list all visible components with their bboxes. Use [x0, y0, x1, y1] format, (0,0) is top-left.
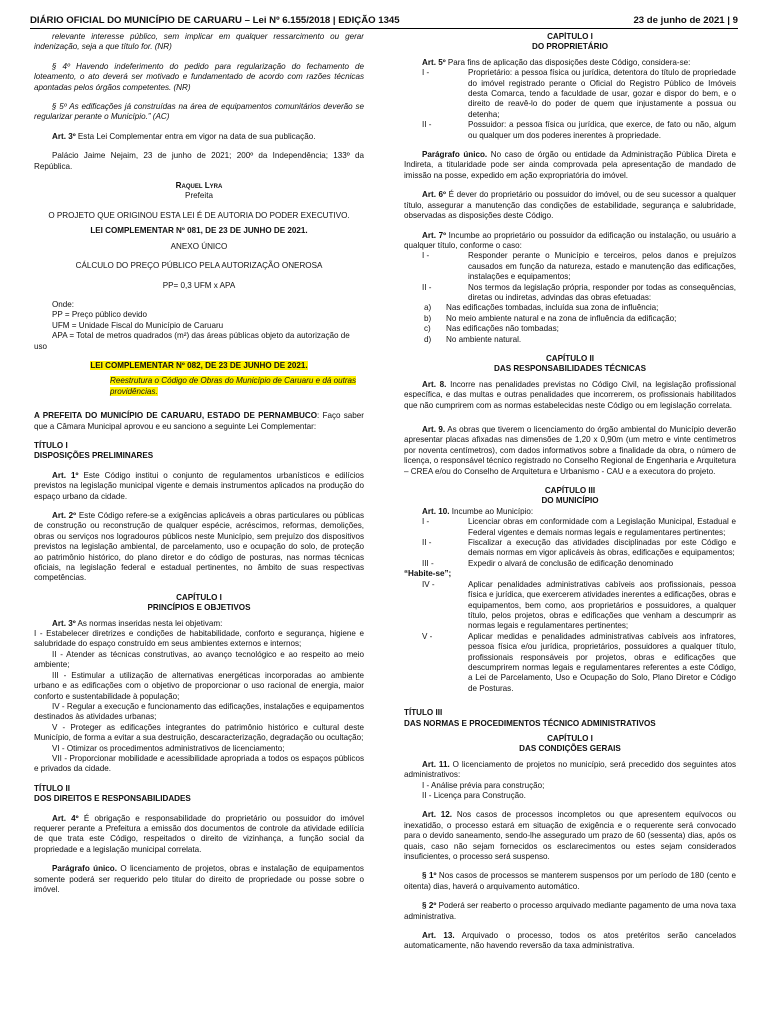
article-12: Art. 12. Nos casos de processos incompletos ou que apresentem equívocos ou inexatidão, o processo estará em situação de exigência e o requerente será convocado para o devido saneamento, sendo-lhe assegurado um prazo de 60 (sessenta) dias, após os quais, caso não sejam fornecidos os esclarecimentos ou estes sejam considerados insuficientes, o processo será suspenso.	[404, 810, 736, 862]
chapter-name: DAS CONDIÇÕES GERAIS	[519, 744, 621, 754]
chapter-heading: CAPÍTULO I	[547, 733, 593, 743]
article-11-item: II - Licença para Construção.	[422, 791, 526, 800]
chapter-heading: CAPÍTULO III	[544, 486, 596, 496]
article-10-item: I - Licenciar obras em conformidade com a Legislação Municipal, Estadual e Federal vigentes e demais normas legais e regulamentares pertinentes;	[422, 517, 736, 537]
article-5: Art. 5º Para fins de aplicação das disposições deste Código, considera-se:	[422, 57, 691, 67]
chapter-name: DAS RESPONSABILIDADES TÉCNICAS	[494, 364, 646, 374]
habite-se-term: “Habite-se”;	[404, 569, 452, 579]
right-column	[404, 32, 736, 1017]
paragraph: § 5º As edificações já construídas na área de equipamentos comunitários deverão se regularizar perante o Município.” (AC)	[34, 102, 364, 122]
article-11: Art. 11. O licenciamento de projetos no município, será precedido dos seguintes atos administrativos:	[404, 759, 736, 780]
signer-name: Raquel Lyra	[175, 181, 223, 191]
left-column	[34, 32, 364, 1017]
definition-pp: PP = Preço público devido	[52, 310, 148, 320]
article-1: Art. 1º Este Código institui o conjunto de regulamentos urbanísticos e edilícios previstos na legislação municipal vigente e demais instrumentos aplicados na produção do espaço urbano da cidade.	[34, 470, 364, 501]
objective-item: V - Proteger as edificações integrantes do patrimônio histórico e cultural deste Município, de forma a evitar a sua destruição, descaracterização, degradação ou ocultação;	[34, 722, 364, 743]
chapter-name: DO MUNICÍPIO	[541, 496, 599, 506]
article-10: Art. 10. Incumbe ao Município:	[422, 506, 534, 516]
article-5-item: II - Possuidor: a pessoa física ou jurídica, que exerce, de fato ou não, algum ou qualquer um dos poderes inerentes à propriedade.	[422, 120, 736, 140]
sub-item: d) No ambiente natural.	[424, 334, 522, 344]
paragraph: relevante interesse público, sem implicar em qualquer ressarcimento ou gerar indenização, seja a que título for. (NR)	[34, 32, 364, 52]
sub-item: b) No meio ambiente natural e na zona de influência da edificação;	[424, 313, 677, 323]
article-5-item: I - Proprietário: a pessoa física ou jurídica, detentora do título de propriedade do imóvel registrado perante o Oficial do Registro Público de Imóveis desta Comarca, tendo a faculdade de usar, gozar e dispor do bem, e o direito de reavê-lo do poder de quem que injustamente a possua ou detenha;	[422, 68, 736, 119]
where-label: Onde:	[52, 299, 75, 309]
article-2: Art. 2º Este Código refere-se a exigências aplicáveis a obras particulares ou públicas de construção ou reconstrução de qualquer espécie, acréscimos, reformas, demolições, obras ou serviços nos logradouros públicos neste Município, sem prejuízo dos dispositivos previstos na legislação ambiental, de parcelamento, uso e ocupação do solo, de proteção ao patrimônio histórico, do plano diretor e do código de posturas, nas normas técnicas oficiais, na legislação federal e estadual pertinentes, no âmbito de suas respectivas competências.	[34, 511, 364, 583]
objective-item: VI - Otimizar os procedimentos administrativos de licenciamento;	[52, 743, 285, 753]
article-10-item: V - Aplicar medidas e penalidades administrativas cabíveis aos infratores, pessoa física e/ou jurídica, proprietários, possuidores a qualquer título, profissionais responsáveis por projetos, obras e edificações que descumprirem normas legais e regulamentares referentes a este Código, a Lei de Parcelamento, Uso e Ocupação do Solo, Plano Diretor e Código de Posturas.	[422, 631, 736, 693]
article-13: Art. 13. Arquivado o processo, todos os atos pretéritos serão cancelados automaticamente, não havendo reversão da taxa administrativa.	[404, 931, 736, 951]
title-3-number: TÍTULO III	[404, 708, 443, 718]
article-7-item: II - Nos termos da legislação própria, responder por todas as consequências, diretas ou indiretas, advindas das obras efetuadas:	[422, 282, 736, 302]
article-8: Art. 8. Incorre nas penalidades previstas no Código Civil, na legislação profissional específica, e das multas e outras penalidades que incorrerem, os profissionais habilitados que não cumprirem com as normas estabelecidas neste Código ou em legislação correlata.	[404, 379, 736, 410]
law-082-summary: Reestrutura o Código de Obras do Município de Caruaru e dá outras providências.	[110, 376, 357, 396]
objective-item: II - Atender as técnicas construtivas, ao avanço tecnológico e ao respeito ao meio ambiente;	[34, 649, 364, 670]
title-1-name: DISPOSIÇÕES PRELIMINARES	[34, 451, 154, 461]
article-7-item: I - Responder perante o Município e terceiros, pelos danos e prejuízos causados em função da natureza, estado e manutenção das edificações, instalações e equipamentos;	[422, 251, 736, 282]
chapter-heading: CAPÍTULO II	[545, 353, 595, 363]
law-082-title: LEI COMPLEMENTAR Nº 082, DE 23 DE JUNHO DE 2021.	[90, 360, 308, 370]
title-2-number: TÍTULO II	[34, 783, 70, 793]
objective-item: VII - Proporcionar mobilidade e acessibilidade apropriada a todos os espaços públicos e privados da cidade.	[34, 753, 364, 774]
sub-item: c) Nas edificações não tombadas;	[424, 324, 559, 334]
article-9: Art. 9. As obras que tiverem o licenciamento do órgão ambiental do Município deverão apresentar placas afixadas nas dimensões de 1,20 x 0,90m (um metro e vinte centímetros por noventa centímetros), com dados informativos sobre a finalidade da obra, o número de licença, o responsável técnico registrado no Conselho Regional de Engenharia e Arquitetura – CREA e/ou do Conselho de Arquitetura e Urbanismo - CAU e a executora do projeto.	[404, 425, 736, 476]
article-7: Art. 7º Incumbe ao proprietário ou possuidor da edificação ou instalação, ou usuário a qualquer título, conforme o caso:	[404, 230, 736, 250]
article-10-item: III - Expedir o alvará de conclusão de edificação denominado	[422, 558, 674, 568]
title-1-number: TÍTULO I	[34, 440, 68, 450]
paragraph-1: § 1º Nos casos de processos se manterem suspensos por um período de 180 (cento e oitenta) dias, haverá o arquivamento automático.	[404, 871, 736, 891]
annex-subtitle: CÁLCULO DO PREÇO PÚBLICO PELA AUTORIZAÇÃO ONEROSA	[75, 261, 323, 271]
law-081-title: LEI COMPLEMENTAR Nº 081, DE 23 DE JUNHO DE 2021.	[90, 226, 308, 236]
article-6: Art. 6º É dever do proprietário ou possuidor do imóvel, ou de seu sucessor a qualquer título, assegurar a manutenção das condições de estabilidade, segurança e salubridade, observadas as disposições deste Código.	[404, 190, 736, 221]
page-header	[30, 12, 738, 29]
preamble: A PREFEITA DO MUNICÍPIO DE CARUARU, ESTADO DE PERNAMBUCO: Faço saber que a Câmara Municipal aprovou e eu sanciono a seguinte Lei Complementar:	[34, 411, 364, 431]
article-10-item: IV - Aplicar penalidades administrativas cabíveis aos profissionais, pessoa física e jurídica, que exercerem atividades inerentes a edificações, obras e equipamentos, bem como, aos proprietários e possuidores, a qualquer título, pelos projetos, obras e edificações que venham a descumprir as normas legais e regulamentares pertinentes;	[422, 579, 736, 631]
article-3: Art. 3º Esta Lei Complementar entra em vigor na data de sua publicação.	[52, 131, 316, 141]
sole-paragraph: Parágrafo único. O licenciamento de projetos, obras e instalação de equipamentos somente poderá ser requerido pelo titular do direito de propriedade ou posse sobre o imóvel.	[34, 864, 364, 894]
paragraph: § 4º Havendo indeferimento do pedido para regularização do fechamento de loteamento, o ato deverá ser motivado e fundamentado de acordo com razões técnicas apontadas pelos órgãos competentes. (NR)	[34, 61, 364, 92]
title-3-name: DAS NORMAS E PROCEDIMENTOS TÉCNICO ADMINISTRATIVOS	[404, 718, 656, 728]
annex-title: ANEXO ÚNICO	[170, 241, 228, 251]
sub-item: a) Nas edificações tombadas, incluída sua zona de influência;	[424, 303, 659, 313]
definition-ufm: UFM = Unidade Fiscal do Município de Caruaru	[52, 320, 224, 330]
gazette-date-page: 23 de junho de 2021 | 9	[633, 15, 738, 26]
objective-item: III - Estimular a utilização de alternativas energéticas incorporadas ao ambiente urbano e as edificações com o objetivo de proporcionar o uso racional de energia, maior conforto e sustentabilidade à população;	[34, 670, 364, 701]
objective-item: I - Estabelecer diretrizes e condições de habitabilidade, conforto e segurança, higiene e salubridade do espaço construído em seus ambientes externos e internos;	[34, 629, 364, 649]
article-10-item: II - Fiscalizar a execução das atividades disciplinadas por este Código e demais normas em vigor aplicáveis às obras, edificações e equipamentos;	[422, 538, 736, 558]
chapter-1-number: CAPÍTULO I	[176, 592, 222, 602]
objective-item: IV - Regular a execução e funcionamento das edificações, instalações e equipamentos destinados às atividades urbanas;	[34, 701, 364, 722]
paragraph-2: § 2º Poderá ser reaberto o processo arquivado mediante pagamento de uma nova taxa administrativa.	[404, 901, 736, 921]
chapter-1-name: PRINCÍPIOS E OBJETIVOS	[147, 603, 251, 613]
signer-role: Prefeita	[185, 191, 213, 201]
definition-apa: APA = Total de metros quadrados (m²) das áreas públicas objeto da autorização de uso	[34, 331, 350, 351]
signing-place-date: Palácio Jaime Nejaim, 23 de junho de 2021; 200º da Independência; 133º da República.	[34, 151, 364, 171]
article-4: Art. 4º É obrigação e responsabilidade do proprietário ou possuidor do imóvel requerer perante a Prefeitura a emissão dos documentos de controle da atividade edilícia de que trata este Código, respeitados o direito de vizinhança, a função social da propriedade e a legislação municipal correlata.	[34, 813, 364, 854]
title-2-name: DOS DIREITOS E RESPONSABILIDADES	[34, 794, 191, 804]
chapter-heading: CAPÍTULO I	[547, 32, 593, 41]
chapter-name: DO PROPRIETÁRIO	[532, 42, 608, 52]
sole-paragraph: Parágrafo único. No caso de órgão ou entidade da Administração Pública Direta e Indireta, a titularidade pode ser ainda comprovada pela apresentação de mandado de imissão na posse, expedido em ação expropriatória do imóvel.	[404, 150, 736, 180]
article-3-objectives: Art. 3º As normas inseridas nesta lei objetivam:	[52, 618, 223, 628]
gazette-title: DIÁRIO OFICIAL DO MUNICÍPIO DE CARUARU – Lei Nº 6.155/2018 | EDIÇÃO 1345	[30, 15, 400, 26]
price-formula: PP= 0,3 UFM x APA	[162, 280, 236, 290]
article-11-item: I - Análise prévia para construção;	[422, 780, 545, 790]
origin-note: O PROJETO QUE ORIGINOU ESTA LEI É DE AUTORIA DO PODER EXECUTIVO.	[48, 210, 350, 220]
